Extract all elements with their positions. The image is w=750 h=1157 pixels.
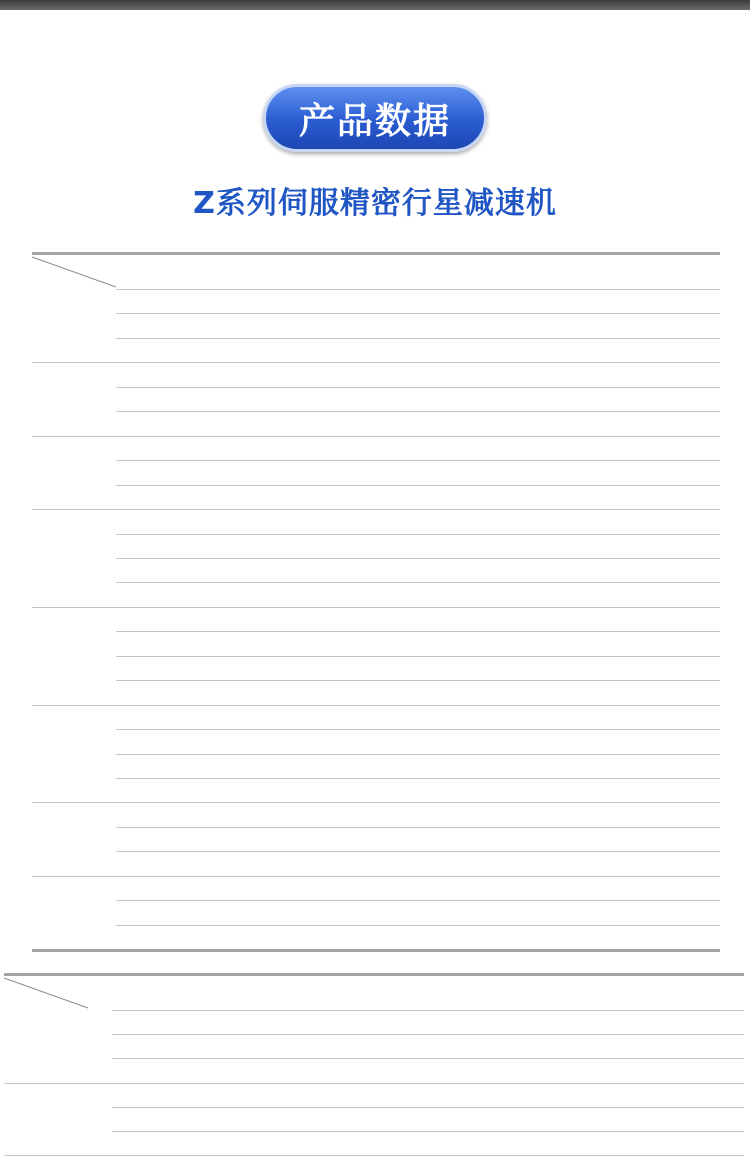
group-divider bbox=[32, 876, 720, 877]
row-divider bbox=[116, 925, 720, 926]
corner-diagonal bbox=[32, 255, 116, 289]
product-data-badge: 产品数据 bbox=[263, 84, 487, 152]
corner-diagonal bbox=[4, 976, 88, 1010]
group-divider bbox=[32, 802, 720, 803]
row-divider bbox=[112, 1107, 744, 1108]
row-divider bbox=[116, 338, 720, 339]
header-bottom-line bbox=[112, 1010, 744, 1011]
row-divider bbox=[116, 778, 720, 779]
row-divider bbox=[116, 631, 720, 632]
table-bottom-line bbox=[32, 949, 720, 952]
group-divider bbox=[32, 509, 720, 510]
group-divider bbox=[32, 607, 720, 608]
row-divider bbox=[116, 827, 720, 828]
group-divider bbox=[32, 705, 720, 706]
row-divider bbox=[112, 1034, 744, 1035]
group-divider bbox=[4, 1083, 744, 1084]
row-divider bbox=[116, 851, 720, 852]
group-divider bbox=[32, 436, 720, 437]
row-divider bbox=[116, 485, 720, 486]
row-divider bbox=[116, 558, 720, 559]
row-divider bbox=[116, 729, 720, 730]
top-bar bbox=[0, 0, 750, 10]
table-top-line bbox=[4, 973, 744, 976]
header-bottom-line bbox=[116, 289, 720, 290]
row-divider bbox=[116, 534, 720, 535]
row-divider bbox=[116, 582, 720, 583]
row-divider bbox=[116, 411, 720, 412]
row-divider bbox=[116, 900, 720, 901]
row-divider bbox=[112, 1058, 744, 1059]
row-divider bbox=[116, 387, 720, 388]
row-divider bbox=[116, 680, 720, 681]
table-top-line bbox=[32, 252, 720, 255]
row-divider bbox=[116, 754, 720, 755]
row-divider bbox=[116, 656, 720, 657]
row-divider bbox=[112, 1131, 744, 1132]
page-subtitle: Z系列伺服精密行星减速机 bbox=[193, 186, 557, 221]
row-divider bbox=[116, 460, 720, 461]
group-divider bbox=[4, 1155, 744, 1156]
group-divider bbox=[32, 362, 720, 363]
row-divider bbox=[116, 313, 720, 314]
